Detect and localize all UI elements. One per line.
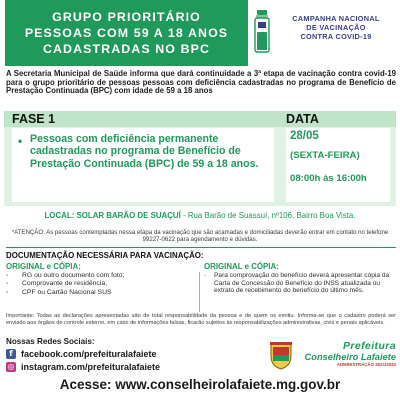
list-item xyxy=(6,272,200,280)
benefit-proof-text xyxy=(204,272,396,295)
attention-note: *ATENÇÃO: As pessoas contempladas nessa etapa da vacinação que são acamadas e domiciliadas deverão entrar em contato no telefone 99227-0622 para agendamento e dúvidas. xyxy=(11,229,389,244)
facebook-icon: f xyxy=(6,349,16,359)
phase-header-bar xyxy=(4,111,396,127)
title-line-2: PESSOAS COM 59 A 18 ANOS xyxy=(24,26,229,40)
doc-item-text: CPF ou Cartão Nacional SUS xyxy=(22,288,112,296)
title-banner xyxy=(5,0,248,66)
date-box xyxy=(286,128,390,202)
city-seal-icon xyxy=(268,340,294,370)
date-weekday: (SEXTA-FEIRA) xyxy=(290,150,360,161)
access-url[interactable]: Acesse: www.conselheirolafaiete.mg.gov.br xyxy=(59,377,341,392)
important-notice: Importante: Todas as declarações apresentadas são de total responsabilidade da pessoa e de quem os emitiu. Informa-se que o cadastro poderá ser enviado aos órgãos de controle externo, em caso de informações falsas, ficarão sujeitos às responsabilizações administrativas, civis e penais aplicáveis. xyxy=(6,313,396,326)
location-line xyxy=(4,211,396,220)
campaign-text xyxy=(274,14,398,41)
campaign-line-1: CAMPANHA NACIONAL xyxy=(292,14,380,23)
campaign-line-3: CONTRA COVID-19 xyxy=(300,32,372,41)
facebook-link[interactable] xyxy=(6,348,266,361)
title-line-3: CADASTRADAS NO BPC xyxy=(42,42,211,56)
social-title: Nossas Redes Sociais: xyxy=(6,337,95,346)
dash-icon: - xyxy=(6,288,9,296)
date-hours: 08:00h às 16:00h xyxy=(290,173,367,184)
prefeitura-title: Prefeitura xyxy=(342,340,396,352)
instagram-link[interactable] xyxy=(6,361,266,374)
documents-left-column xyxy=(6,262,200,297)
location-label: LOCAL: SOLAR BARÃO DE SUAÇUÍ xyxy=(44,211,181,220)
phase-title: FASE 1 xyxy=(12,112,56,126)
doc-item-text: RG ou outro documento com foto; xyxy=(22,272,125,279)
campaign-logo xyxy=(252,8,398,60)
title-line-1: GRUPO PRIORITÁRIO xyxy=(52,10,201,24)
benefit-proof-content: Para comprovação do benefício deverá apresentar cópia da Carta de Concessão do Benefício do INSS atualizada ou extrato de recebimento do benefício do último mês. xyxy=(214,272,390,295)
documents-title: DOCUMENTAÇÃO NECESSÁRIA PARA VACINAÇÃO: xyxy=(6,251,204,260)
vaccine-vial-icon xyxy=(252,8,272,56)
documents-left-title: ORIGINAL e CÓPIA: xyxy=(6,262,81,271)
campaign-line-2: DE VACINAÇÃO xyxy=(306,23,366,32)
location-address: - Rua Barão de Suassuí, nº106, Bairro Boa Vista. xyxy=(180,211,356,220)
prefeitura-admin: ADMINISTRAÇÃO 2021/2024 xyxy=(336,362,396,367)
header xyxy=(0,0,400,68)
date-title: DATA xyxy=(286,112,319,126)
dash-icon: - xyxy=(204,272,207,279)
date-day: 28/05 xyxy=(290,130,319,142)
intro-paragraph: A Secretaria Municipal de Saúde informa que dará continuidade a 3ª etapa de vacinação contra covid-19 para o grupo prioritário de pessoas pessoas com deficiência cadastradas no programa de Benefício de Prestação Continuada (BPC) com idade de 59 a 18 anos xyxy=(6,69,396,96)
list-item xyxy=(6,280,200,288)
doc-item-text: Comprovante de residência; xyxy=(22,280,108,288)
instagram-url[interactable]: instagram.com/prefeituralafaiete xyxy=(21,361,161,372)
documents-right-column xyxy=(204,262,396,295)
documents-right-title: ORIGINAL e CÓPIA: xyxy=(204,262,279,271)
phase-panel xyxy=(4,111,396,206)
list-item xyxy=(6,289,200,297)
instagram-icon: ◎ xyxy=(7,361,15,371)
prefeitura-logo xyxy=(296,341,396,371)
phase-description-box xyxy=(12,128,274,202)
column-divider xyxy=(199,272,200,312)
dash-icon: - xyxy=(6,272,9,279)
prefeitura-subtitle: Conselheiro Lafaiete xyxy=(304,352,396,362)
dash-icon: - xyxy=(6,280,9,288)
bullet-icon: • xyxy=(18,134,23,148)
facebook-url[interactable]: facebook.com/prefeituralafaiete xyxy=(21,349,157,360)
phase-description: Pessoas com deficiência permanente cadastradas no programa de Benefício de Prestação Continuada (BPC) de 59 a 18 anos. xyxy=(30,133,259,170)
social-section xyxy=(6,337,266,373)
divider xyxy=(6,247,396,248)
